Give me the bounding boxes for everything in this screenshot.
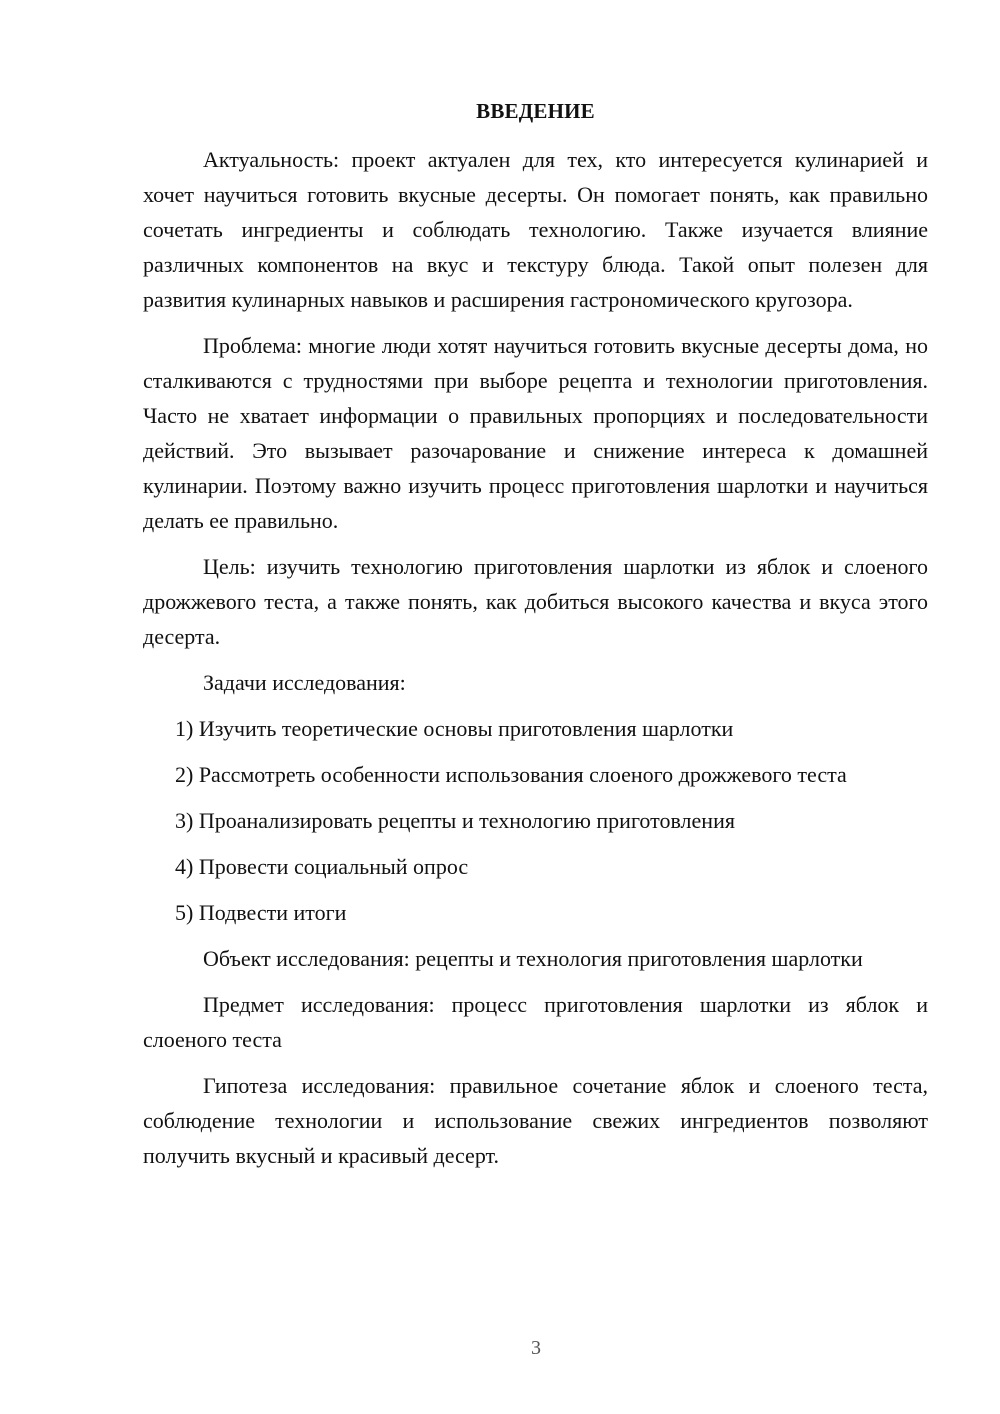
object-paragraph: Объект исследования: рецепты и технология приготовления шарлотки [203,946,863,971]
goal-paragraph: Цель: изучить технологию приготовления шарлотки из яблок и слоеного дрожжевого теста, а также понять, как добиться высокого качества и вкуса этого десерта. [143,554,928,649]
task-item-2: 2) Рассмотреть особенности использования слоеного дрожжевого теста [175,762,847,787]
subject-paragraph: Предмет исследования: процесс приготовления шарлотки из яблок и слоеного теста [143,992,928,1052]
task-item-3: 3) Проанализировать рецепты и технологию приготовления [175,808,735,833]
page-title: ВВЕДЕНИЕ [476,99,595,123]
task-item-4: 4) Провести социальный опрос [175,854,469,879]
page-number: 3 [531,1337,541,1359]
problem-paragraph: Проблема: многие люди хотят научиться готовить вкусные десерты дома, но сталкиваются с трудностями при выборе рецепта и технологии приготовления. Часто не хватает информации о правильных пропорциях и последовательности действий. Это вызывает разочарование и снижение интереса к домашней кулинарии. Поэтому важно изучить процесс приготовления шарлотки и научиться делать ее правильно. [143,333,928,533]
hypothesis-paragraph: Гипотеза исследования: правильное сочетание яблок и слоеного теста, соблюдение технологии и использование свежих ингредиентов позволяют получить вкусный и красивый десерт. [143,1073,928,1168]
task-item-5: 5) Подвести итоги [175,900,347,925]
tasks-heading: Задачи исследования: [203,670,406,695]
document-body [143,142,928,1184]
task-item-1: 1) Изучить теоретические основы приготовления шарлотки [175,716,734,741]
relevance-paragraph: Актуальность: проект актуален для тех, кто интересуется кулинарией и хочет научиться готовить вкусные десерты. Он помогает понять, как правильно сочетать ингредиенты и соблюдать технологию. Также изучается влияние различных компонентов на вкус и текстуру блюда. Такой опыт полезен для развития кулинарных навыков и расширения гастрономического кругозора. [143,147,928,312]
